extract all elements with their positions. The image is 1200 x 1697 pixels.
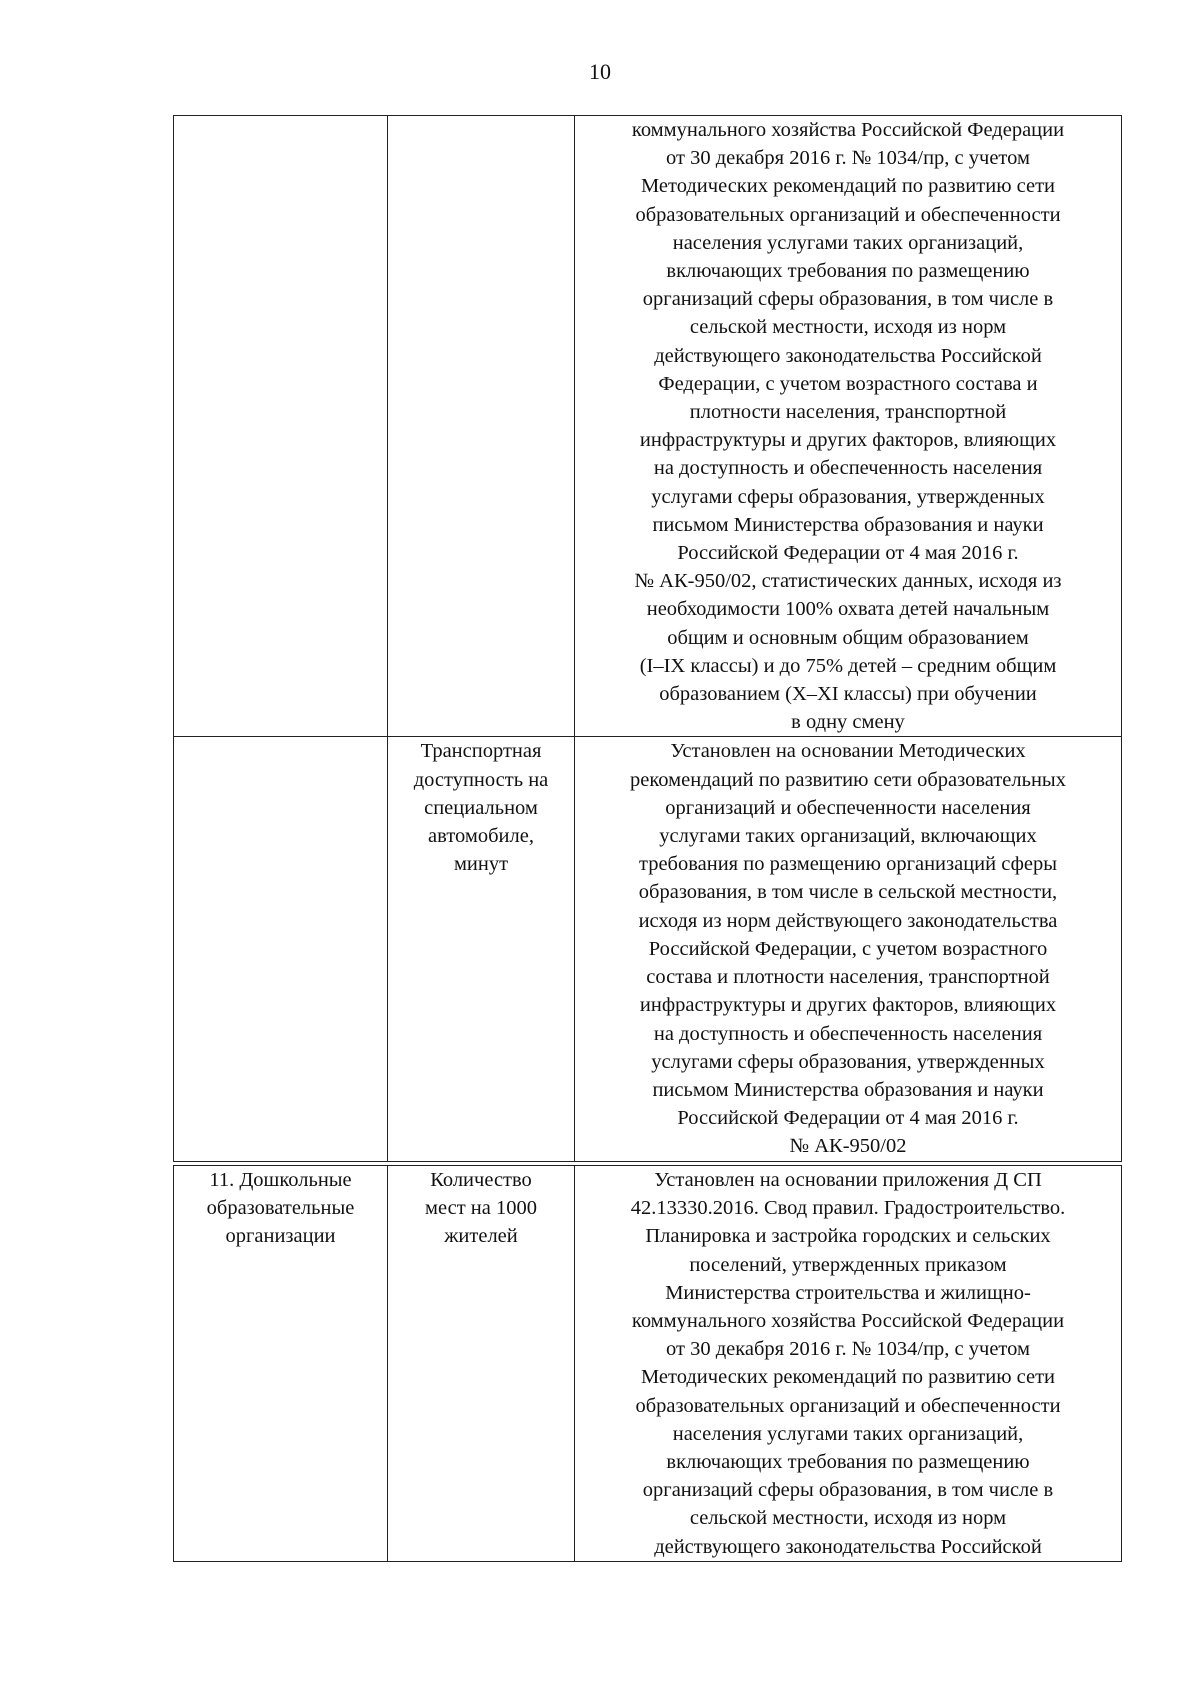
- justification-cell: [575, 116, 1122, 737]
- object-type-cell: [174, 116, 388, 737]
- object-type-cell: [174, 1166, 388, 1562]
- cell-text-line: услугами таких организаций, включающих: [659, 825, 1037, 848]
- cell-text-line: Российской Федерации от 4 мая 2016 г.: [677, 1107, 1019, 1130]
- cell-text-line: доступность на: [413, 768, 549, 791]
- cell-text-line: населения услугами таких организаций,: [672, 231, 1024, 254]
- cell-text-line: требования по размещению организаций сферы: [638, 853, 1058, 876]
- cell-text-line: образовательные: [206, 1197, 355, 1220]
- cell-text-line: Российской Федерации, с учетом возрастного: [648, 937, 1048, 960]
- justification-cell: [575, 1166, 1122, 1562]
- cell-text-line: организаций и обеспеченности населения: [665, 796, 1031, 819]
- cell-text-line: образованием (X–XI классы) при обучении: [659, 683, 1037, 706]
- cell-text-line: плотности населения, транспортной: [689, 401, 1007, 424]
- table-row: [174, 737, 1122, 1161]
- cell-text-line: образовательных организаций и обеспеченности: [635, 1394, 1061, 1417]
- indicator-cell: [388, 737, 575, 1161]
- indicator-cell: [388, 116, 575, 737]
- cell-text-line: услугами сферы образования, утвержденных: [651, 1050, 1045, 1073]
- cell-text-line: необходимости 100% охвата детей начальным: [646, 598, 1050, 621]
- cell-text-line: включающих требования по размещению: [666, 1451, 1030, 1474]
- cell-text-line: Количество: [430, 1169, 532, 1191]
- cell-text-line: Планировка и застройка городских и сельских: [645, 1225, 1051, 1248]
- cell-text-line: письмом Министерства образования и науки: [652, 1078, 1044, 1101]
- cell-text-line: исходя из норм действующего законодательства: [638, 909, 1058, 932]
- cell-text-line: от 30 декабря 2016 г. № 1034/пр, с учетом: [666, 147, 1030, 170]
- page-number: 10: [589, 59, 611, 84]
- cell-text-line: № АК-950/02: [789, 1135, 907, 1158]
- cell-text-line: Методических рекомендаций по развитию сети: [640, 175, 1056, 198]
- cell-text-line: коммунального хозяйства Российской Федерации: [631, 119, 1065, 141]
- cell-text-line: действующего законодательства Российской: [654, 344, 1042, 367]
- cell-text-line: (I–IX классы) и до 75% детей – средним общим: [639, 654, 1057, 677]
- cell-text-line: Установлен на основании Методических: [670, 740, 1026, 763]
- cell-text-line: автомобиле,: [428, 825, 534, 848]
- cell-text-line: № АК-950/02, статистических данных, исходя из: [634, 570, 1062, 593]
- indicator-table-continued: [173, 115, 1122, 1162]
- cell-text-line: инфраструктуры и других факторов, влияющих: [639, 994, 1057, 1017]
- justification-cell: [575, 737, 1122, 1161]
- cell-text-line: населения услугами таких организаций,: [672, 1422, 1024, 1445]
- cell-text-line: Методических рекомендаций по развитию сети: [640, 1366, 1056, 1389]
- cell-text-line: образования, в том числе в сельской местности,: [638, 881, 1058, 904]
- cell-text-line: специальном: [424, 796, 538, 819]
- cell-text-line: организации: [225, 1225, 336, 1248]
- cell-text-line: жителей: [444, 1225, 518, 1248]
- cell-text-line: от 30 декабря 2016 г. № 1034/пр, с учетом: [666, 1338, 1030, 1361]
- cell-text-line: Российской Федерации от 4 мая 2016 г.: [677, 542, 1019, 565]
- cell-text-line: Установлен на основании приложения Д СП: [654, 1169, 1042, 1191]
- indicator-cell: [388, 1166, 575, 1562]
- cell-text-line: включающих требования по размещению: [666, 260, 1030, 283]
- cell-text-line: общим и основным общим образованием: [667, 626, 1029, 649]
- indicator-table-preschool: [173, 1165, 1122, 1562]
- cell-text-line: письмом Министерства образования и науки: [652, 513, 1044, 536]
- cell-text-line: образовательных организаций и обеспеченности: [635, 203, 1061, 226]
- cell-text-line: инфраструктуры и других факторов, влияющих: [639, 429, 1057, 452]
- cell-text-line: коммунального хозяйства Российской Федерации: [631, 1310, 1065, 1333]
- cell-text-line: в одну смену: [791, 711, 905, 734]
- cell-text-line: поселений, утвержденных приказом: [689, 1253, 1007, 1276]
- cell-text-line: действующего законодательства Российской: [654, 1535, 1042, 1558]
- cell-text-line: услугами сферы образования, утвержденных: [651, 485, 1045, 508]
- cell-text-line: рекомендаций по развитию сети образовательных: [630, 768, 1066, 791]
- cell-text-line: на доступность и обеспеченность населения: [653, 1022, 1043, 1045]
- cell-text-line: организаций сферы образования, в том числе в: [642, 288, 1054, 311]
- cell-text-line: минут: [453, 853, 509, 876]
- cell-text-line: организаций сферы образования, в том числе в: [642, 1479, 1054, 1502]
- cell-text-line: сельской местности, исходя из норм: [689, 1507, 1007, 1530]
- cell-text-line: на доступность и обеспеченность населения: [653, 457, 1043, 480]
- table-row: [174, 1166, 1122, 1562]
- cell-text-line: Федерации, с учетом возрастного состава и: [658, 372, 1038, 395]
- cell-text-line: мест на 1000: [425, 1197, 537, 1220]
- cell-text-line: состава и плотности населения, транспортной: [646, 966, 1050, 989]
- object-type-cell: [174, 737, 388, 1161]
- cell-text-line: 42.13330.2016. Свод правил. Градостроительство.: [630, 1197, 1066, 1220]
- cell-text-line: Министерства строительства и жилищно-: [665, 1281, 1031, 1304]
- cell-text-line: сельской местности, исходя из норм: [689, 316, 1007, 339]
- table-row: [174, 116, 1122, 737]
- cell-text-line: 11. Дошкольные: [209, 1169, 352, 1191]
- cell-text-line: Транспортная: [420, 740, 542, 763]
